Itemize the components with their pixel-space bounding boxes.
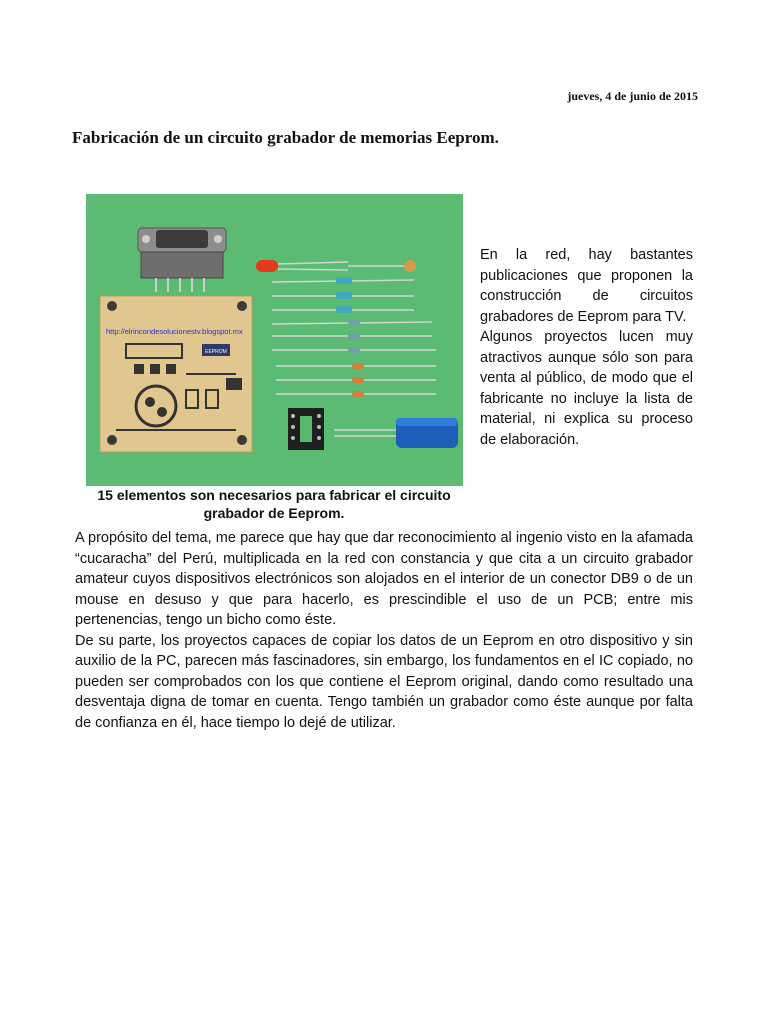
ic-socket-image bbox=[288, 408, 324, 450]
body-text bbox=[75, 528, 693, 733]
side-paragraph: En la red, hay bastantes publicaciones que proponen la construcción de circuitos grabadores de Eeprom para TV. bbox=[480, 247, 693, 325]
article-title: Fabricación de un circuito grabador de memorias Eeprom. bbox=[72, 128, 499, 147]
body-paragraph: A propósito del tema, me parece que hay que dar reconocimiento al ingenio visto en la afamada “cucaracha” del Perú, multiplicada en la red con constancia y que cita a un circuito grabador amateur cuyos dispositivos electrónicos son alojados en el interior de un conector DB9 o de un mouse en desuso y que para hacerlo, es prescindible el uso de un PCB; entre mis pertenencias, tengo un bicho como éste. bbox=[75, 530, 693, 628]
photo-watermark: http://elrincondesolucionestv.blogspot.mx bbox=[106, 327, 243, 336]
side-paragraph: Algunos proyectos lucen muy atractivos aunque sólo son para venta al público, de modo que el fabricante no incluye la lista de material, ni explica su proceso de elaboración. bbox=[480, 329, 693, 448]
post-date: jueves, 4 de junio de 2015 bbox=[567, 89, 698, 103]
components-photo bbox=[86, 194, 463, 486]
body-paragraph: De su parte, los proyectos capaces de copiar los datos de un Eeprom en otro dispositivo y sin auxilio de la PC, parecen más fascinadores, sin embargo, los fundamentos en el IC copiado, no pueden ser comprobados con los que contiene el Eeprom original, dando como resultado una desventaja digna de tomar en cuenta. Tengo también un grabador como éste aunque por falta de confianza en él, hace tiempo lo dejé de utilizar. bbox=[75, 632, 693, 731]
caption-line-1: 15 elementos son necesarios para fabricar el circuito bbox=[97, 487, 451, 503]
pcb-image bbox=[100, 296, 252, 452]
side-text bbox=[480, 245, 693, 450]
figure-caption bbox=[78, 486, 470, 522]
chip-label: EEPROM bbox=[205, 349, 227, 355]
caption-line-2: grabador de Eeprom. bbox=[203, 505, 345, 521]
